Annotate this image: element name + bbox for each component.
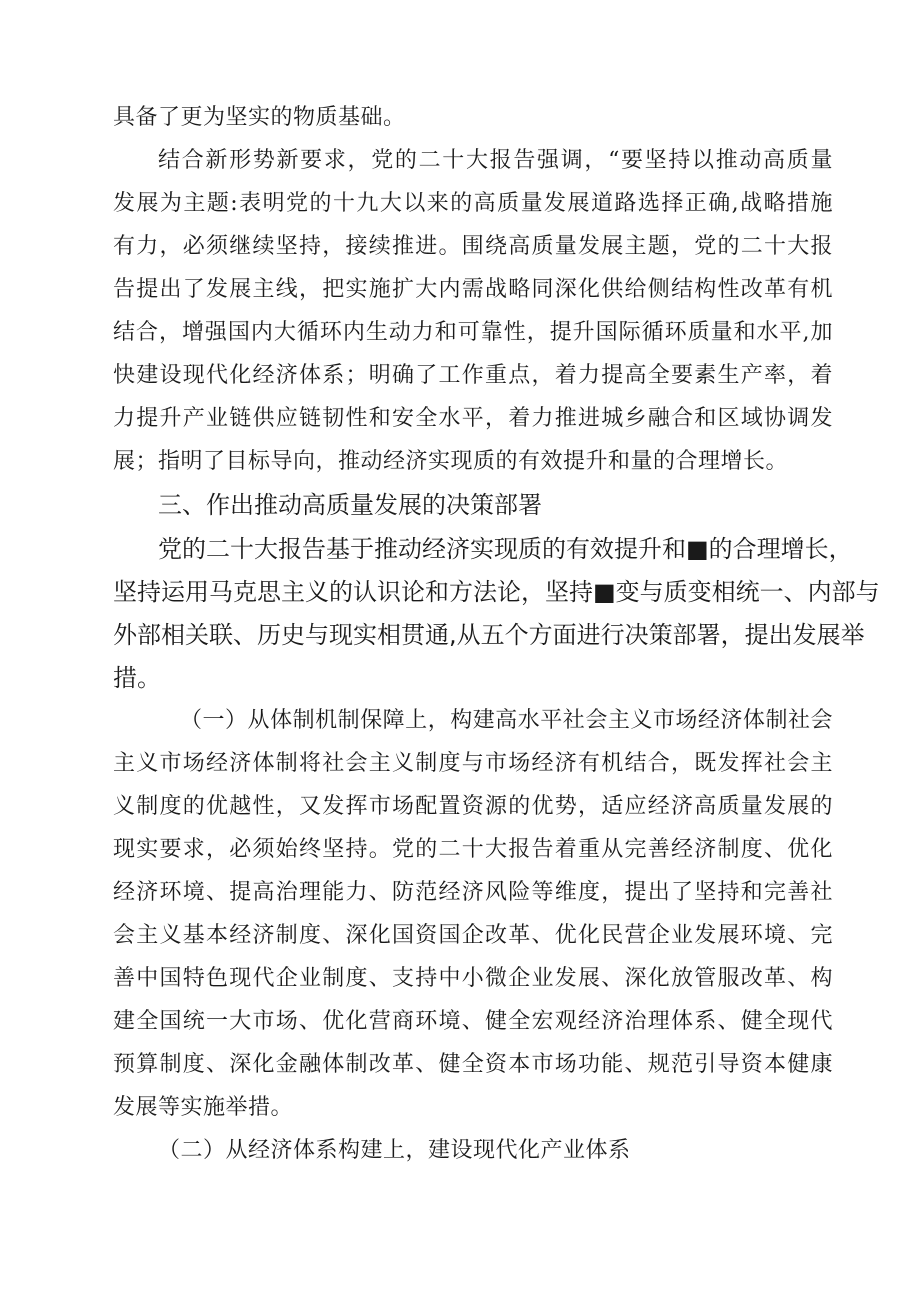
text-line: 预算制度、深化金融体制改革、健全资本市场功能、规范引导资本健康 [113, 1052, 833, 1077]
text-line: 力提升产业链供应链韧性和安全水平，着力推进城乡融合和区域协调发 [113, 406, 833, 431]
text-line: 告提出了发展主线，把实施扩大内需战略同深化供给侧结构性改革有机 [113, 277, 833, 302]
text-line: 外部相关联、历史与现实相贯通,从五个方面进行决策部署，提出发展举 [113, 621, 865, 649]
text-line: 善中国特色现代企业制度、支持中小微企业发展、深化放管服改革、构 [113, 966, 833, 991]
text-line: 结合新形势新要求，党的二十大报告强调，“要坚持以推动高质量 [158, 148, 833, 173]
text-line: 结合，增强国内大循环内生动力和可靠性，提升国际循环质量和水平,加 [113, 320, 833, 345]
text-line: 义制度的优越性，又发挥市场配置资源的优势，适应经济高质量发展的 [113, 794, 833, 819]
text-line: 具备了更为坚实的物质基础。 [113, 105, 406, 130]
text-line: 措。 [113, 664, 161, 692]
text-line: 党的二十大报告基于推动经济实现质的有效提升和■的合理增长， [158, 535, 853, 563]
text-line: 发展为主题:表明党的十九大以来的高质量发展道路选择正确,战略措施 [113, 191, 833, 216]
text-line: 有力，必须继续坚持，接续推进。围绕高质量发展主题，党的二十大报 [113, 234, 833, 259]
text-line: 主义市场经济体制将社会主义制度与市场经济有机结合，既发挥社会主 [113, 751, 833, 776]
text-line: 展；指明了目标导向，推动经济实现质的有效提升和量的合理增长。 [113, 449, 789, 474]
text-line: 快建设现代化经济体系；明确了工作重点，着力提高全要素生产率，着 [113, 363, 833, 388]
section-heading: 三、作出推动高质量发展的决策部署 [158, 491, 542, 519]
text-line: 经济环境、提高治理能力、防范经济风险等维度，提出了坚持和完善社 [113, 880, 833, 905]
text-line: 现实要求，必须始终坚持。党的二十大报告着重从完善经济制度、优化 [113, 837, 833, 862]
text-line: 坚持运用马克思主义的认识论和方法论，坚持■变与质变相统一、内部与 [113, 578, 880, 606]
text-line: 建全国统一大市场、优化营商环境、健全宏观经济治理体系、健全现代 [113, 1009, 833, 1034]
text-line: 发展等实施举措。 [113, 1095, 294, 1120]
text-line: （一）从体制机制保障上，构建高水平社会主义市场经济体制社会 [180, 708, 833, 733]
text-line: 会主义基本经济制度、深化国资国企改革、优化民营企业发展环境、完 [113, 923, 833, 948]
text-line: （二）从经济体系构建上，建设现代化产业体系 [158, 1138, 631, 1163]
